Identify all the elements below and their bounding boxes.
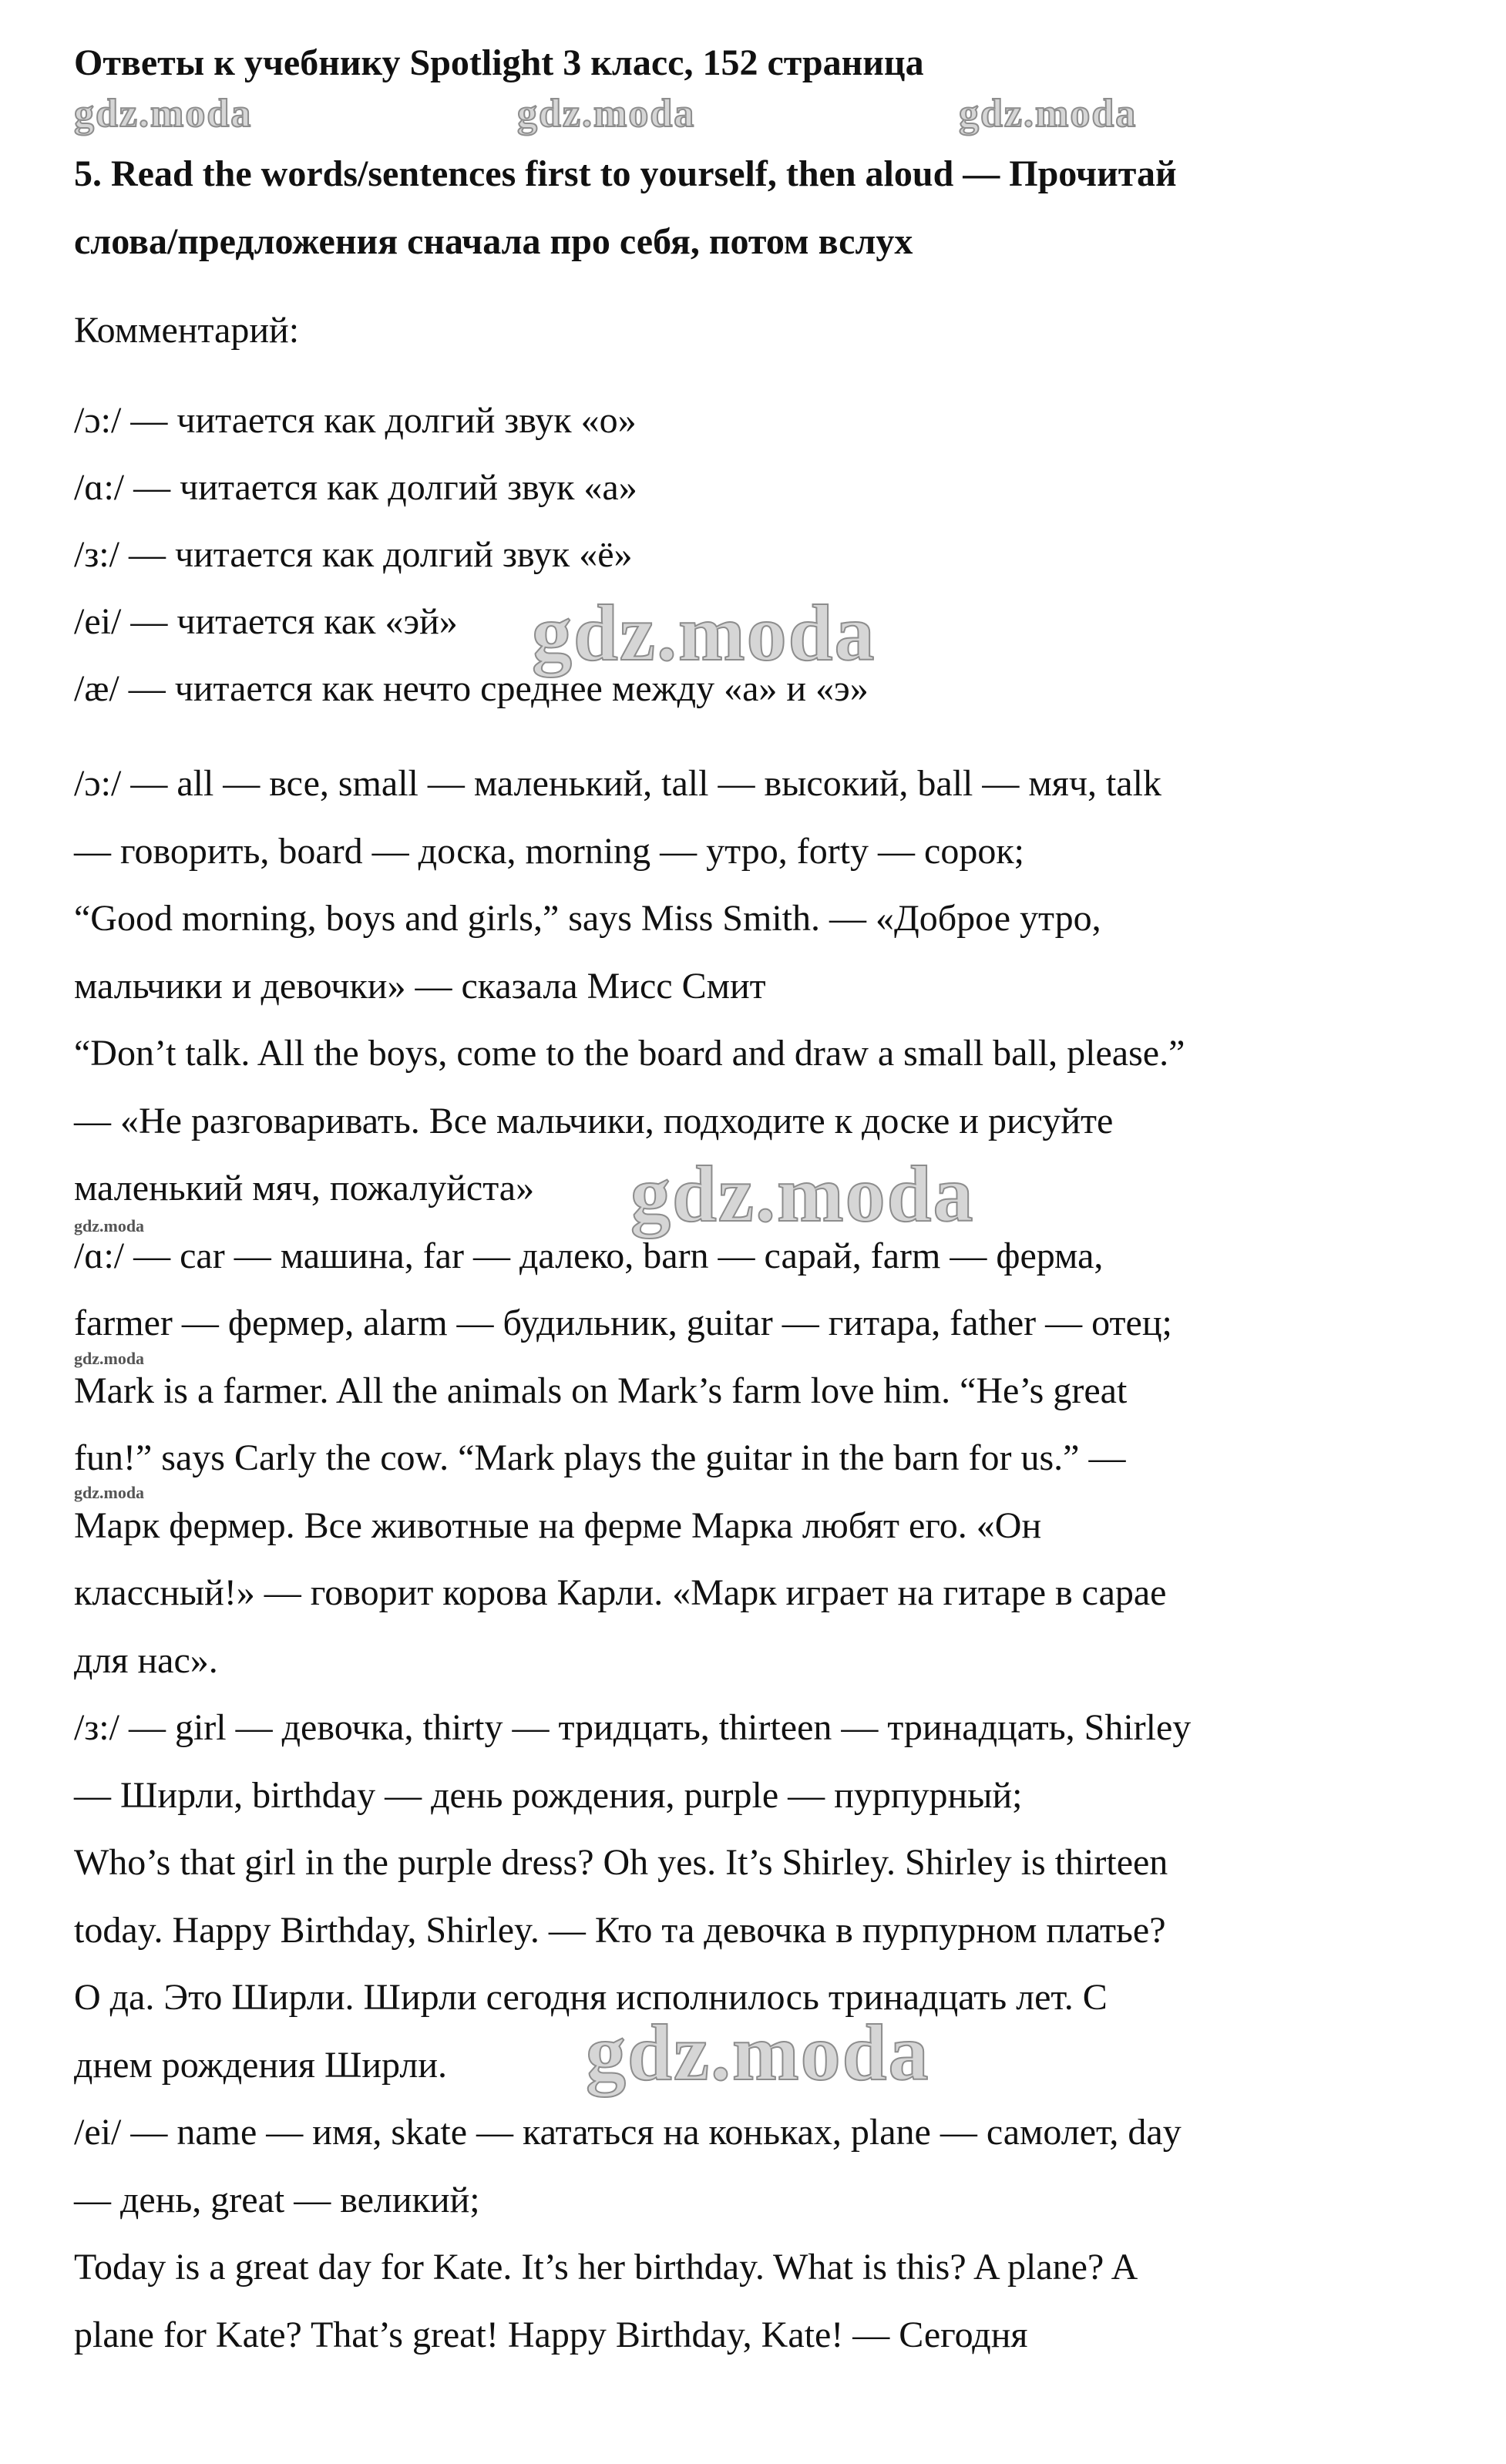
body-line: маленький мяч, пожалуйста» [74, 1168, 535, 1208]
body-line: — Ширли, birthday — день рождения, purple — пурпурный; [74, 1774, 1023, 1816]
body-line: Who’s that girl in the purple dress? Oh yes. It’s Shirley. Shirley is thirteen [74, 1842, 1168, 1883]
watermark-logo-large: gdz.moda [586, 2009, 930, 2097]
comment-line: /æ/ — читается как нечто среднее между «а» и «э» [74, 668, 869, 709]
watermark-logo-large: gdz.moda [532, 589, 876, 677]
body-line: fun!” says Carly the cow. “Mark plays the guitar in the barn for us.” — [74, 1437, 1126, 1478]
body-line: О да. Это Ширли. Ширли сегодня исполнилось тринадцать лет. С [74, 1977, 1108, 2018]
comment-line: /ei/ — читается как «эй» [74, 601, 458, 642]
body-line: /з:/ — girl — девочка, thirty — тридцать, thirteen — тринадцать, Shirley [74, 1707, 1192, 1748]
body-line: plane for Kate? That’s great! Happy Birthday, Kate! — Сегодня [74, 2314, 1028, 2355]
watermark-logo: gdz.moda [74, 92, 253, 136]
watermark-logo-tiny: gdz.moda [74, 1349, 145, 1368]
body-line: — «Не разговаривать. Все мальчики, подходите к доске и рисуйте [74, 1100, 1114, 1141]
answer-body [74, 750, 1446, 2368]
comment-label: Комментарий: [74, 310, 300, 351]
comment-line: /ɔ:/ — читается как долгий звук «о» [74, 400, 637, 441]
body-line: для нас». [74, 1639, 218, 1681]
task-heading-line: 5. Read the words/sentences first to yourself, then aloud — Прочитай [74, 153, 1177, 194]
page-title: Ответы к учебнику Spotlight 3 класс, 152 страница [74, 42, 924, 83]
body-line: Mark is a farmer. All the animals on Mark’s farm love him. “He’s great [74, 1370, 1128, 1411]
comment-line: /ɑ:/ — читается как долгий звук «а» [74, 467, 637, 508]
watermark-logo-tiny: gdz.moda [74, 1483, 145, 1502]
body-line: /ei/ — name — имя, skate — кататься на коньках, plane — самолет, day [74, 2112, 1182, 2153]
body-line: “Good morning, boys and girls,” says Miss Smith. — «Доброе утро, [74, 898, 1101, 939]
body-line: /ɑ:/ — car — машина, far — далеко, barn — сарай, farm — ферма, [74, 1235, 1104, 1276]
body-line: “Don’t talk. All the boys, come to the board and draw a small ball, please.” [74, 1033, 1185, 1074]
watermark-logo: gdz.moda [517, 92, 696, 136]
watermark-logo-tiny: gdz.moda [74, 1216, 145, 1235]
body-line: today. Happy Birthday, Shirley. — Кто та девочка в пурпурном платье? [74, 1909, 1166, 1951]
body-line: — говорить, board — доска, morning — утро, forty — сорок; [74, 830, 1024, 872]
watermark-row [74, 92, 1446, 140]
task-heading-line: слова/предложения сначала про себя, потом вслух [74, 221, 913, 262]
body-line: днем рождения Ширли. [74, 2044, 448, 2086]
body-line: Марк фермер. Все животные на ферме Марка любят его. «Он [74, 1504, 1042, 1546]
body-line: — день, great — великий; [74, 2179, 480, 2220]
body-line: мальчики и девочки» — сказала Мисс Смит [74, 965, 766, 1007]
body-line: farmer — фермер, alarm — будильник, guitar — гитара, father — отец; [74, 1303, 1172, 1343]
watermark-logo: gdz.moda [959, 92, 1138, 136]
body-line: /ɔ:/ — all — все, small — маленький, tall — высокий, ball — мяч, talk [74, 763, 1161, 804]
body-line: классный!» — говорит корова Карли. «Марк играет на гитаре в сарае [74, 1572, 1167, 1613]
watermark-logo-large: gdz.moda [630, 1150, 975, 1239]
comment-line: /з:/ — читается как долгий звук «ё» [74, 534, 633, 575]
body-line: Today is a great day for Kate. It’s her birthday. What is this? A plane? A [74, 2247, 1138, 2288]
